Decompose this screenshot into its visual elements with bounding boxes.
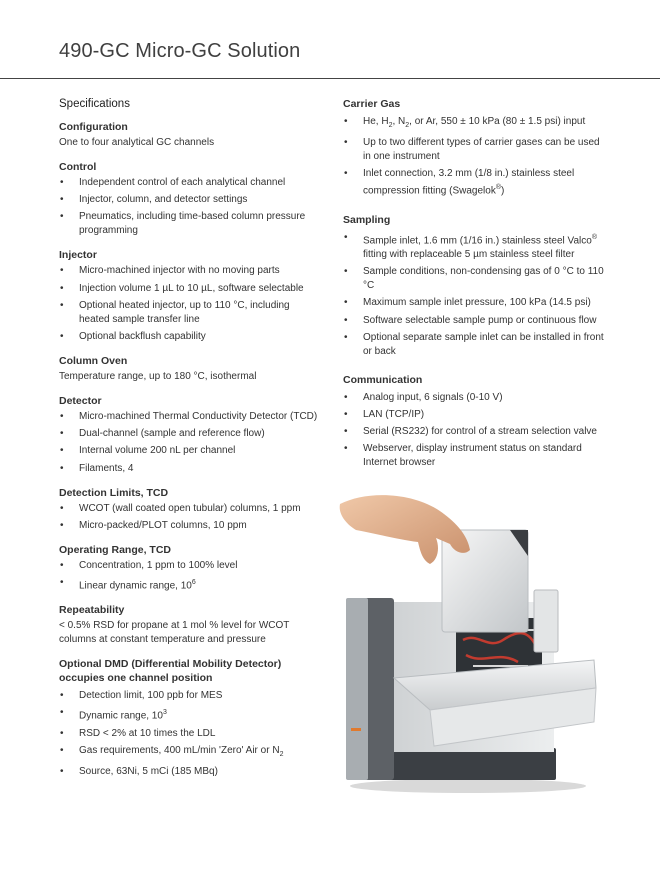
list-item: • Detection limit, 100 ppb for MES [59, 689, 321, 703]
carrier-gas-section [343, 97, 605, 199]
list-item [343, 231, 605, 262]
list-item: • Up to two different types of carrier gases can be used in one instrument [343, 136, 605, 164]
sample-inlet-text: fitting with replaceable 5 µm stainless steel filter [363, 249, 575, 261]
list-item: • Source, 63Ni, 5 mCi (185 MBq) [59, 765, 321, 779]
control-title: Control [59, 161, 97, 173]
list-item: • Injector, column, and detector settings [59, 193, 321, 207]
control-section [59, 160, 321, 238]
configuration-title: Configuration [59, 121, 128, 133]
list-item: • Webserver, display instrument status on standard Internet browser [343, 442, 605, 470]
list-item: • Micro-machined injector with no moving parts [59, 264, 321, 278]
list-item: • Sample conditions, non-condensing gas of 0 °C to 110 °C [343, 265, 605, 293]
operating-range-section [59, 543, 321, 594]
specifications-heading: Specifications [59, 98, 130, 110]
list-item [343, 115, 605, 133]
detector-section [59, 394, 321, 476]
injector-section [59, 248, 321, 344]
front-panel-light [346, 598, 368, 780]
inlet-connection-text: ) [501, 185, 505, 197]
list-item: • Filaments, 4 [59, 462, 321, 476]
instrument-photo [338, 490, 598, 795]
gas-requirements-text: Gas requirements, 400 mL/min 'Zero' Air or N [79, 745, 280, 757]
list-item: • Pneumatics, including time-based column pressure programming [59, 210, 321, 238]
repeatability-title: Repeatability [59, 604, 125, 617]
list-item: • Optional separate sample inlet can be installed in front or back [343, 331, 605, 359]
list-item: • Optional backflush capability [59, 330, 321, 344]
list-item [59, 576, 321, 593]
detector-title: Detector [59, 394, 102, 407]
carrier-gases-text: He, H [363, 116, 389, 127]
sampling-title: Sampling [343, 213, 391, 226]
left-column [59, 97, 321, 789]
list-item [59, 706, 321, 723]
nitrogen-subscript: 2 [405, 122, 410, 129]
configuration-section [59, 120, 321, 150]
list-item: • WCOT (wall coated open tubular) columns, 1 ppm [59, 502, 321, 516]
floor-shadow [350, 779, 586, 793]
title-rule [0, 78, 660, 79]
inlet-connection-text: Inlet connection, 3.2 mm (1/8 in.) stainless steel compression fitting (Swagelok [363, 168, 575, 197]
registered-mark: ® [591, 233, 597, 241]
communication-title: Communication [343, 373, 423, 386]
detection-limits-section [59, 486, 321, 533]
sampling-section [343, 213, 605, 359]
list-item: • Serial (RS232) for control of a stream selection valve [343, 425, 605, 439]
linear-range-exponent: 6 [191, 578, 196, 586]
column-oven-section [59, 354, 321, 384]
column-oven-text: Temperature range, up to 180 °C, isothermal [59, 370, 257, 382]
communication-section [343, 373, 605, 471]
list-item: • LAN (TCP/IP) [343, 408, 605, 422]
gas-requirements-subscript: 2 [279, 751, 284, 759]
list-item: • Internal volume 200 nL per channel [59, 444, 321, 458]
carrier-gas-title: Carrier Gas [343, 98, 401, 110]
list-item: • RSD < 2% at 10 times the LDL [59, 727, 321, 741]
list-item: • Dual-channel (sample and reference flow) [59, 427, 321, 441]
dmd-title: Optional DMD (Differential Mobility Detector) occupies one channel position [59, 658, 282, 685]
configuration-text: One to four analytical GC channels [59, 137, 215, 148]
list-item: • Independent control of each analytical channel [59, 176, 321, 190]
list-item: • Software selectable sample pump or continuous flow [343, 314, 605, 328]
operating-range-title: Operating Range, TCD [59, 543, 172, 556]
list-item: • Concentration, 1 ppm to 100% level [59, 559, 321, 573]
hydrogen-subscript: 2 [388, 122, 393, 129]
page-title: 490-GC Micro-GC Solution [59, 40, 301, 62]
registered-mark: ® [495, 184, 502, 192]
dmd-section [59, 657, 321, 779]
detection-limits-title: Detection Limits, TCD [59, 486, 169, 499]
repeatability-section [59, 603, 321, 647]
open-side-door [534, 590, 558, 652]
injector-title: Injector [59, 249, 97, 262]
list-item [343, 167, 605, 198]
repeatability-text: < 0.5% RSD for propane at 1 mol % level for WCOT columns at constant temperature and pressure [59, 620, 290, 646]
dynamic-range-text: Dynamic range, 10 [79, 710, 163, 722]
orange-status-strip [351, 728, 361, 731]
linear-range-text: Linear dynamic range, 10 [79, 580, 192, 592]
list-item: • Optional heated injector, up to 110 °C, including heated sample transfer line [59, 299, 321, 327]
dynamic-range-exponent: 3 [162, 709, 167, 717]
list-item [59, 744, 321, 762]
right-column [343, 97, 605, 480]
list-item: • Micro-packed/PLOT columns, 10 ppm [59, 519, 321, 533]
carrier-gases-text: , or Ar, 550 ± 10 kPa (80 ± 1.5 psi) input [409, 116, 586, 127]
carrier-gases-text: , N [392, 116, 406, 127]
sample-inlet-text: Sample inlet, 1.6 mm (1/16 in.) stainless steel Valco [363, 235, 592, 247]
list-item: • Micro-machined Thermal Conductivity Detector (TCD) [59, 410, 321, 424]
column-oven-title: Column Oven [59, 354, 128, 367]
list-item: • Injection volume 1 µL to 10 µL, software selectable [59, 282, 321, 296]
list-item: • Maximum sample inlet pressure, 100 kPa (14.5 psi) [343, 296, 605, 310]
list-item: • Analog input, 6 signals (0-10 V) [343, 391, 605, 405]
